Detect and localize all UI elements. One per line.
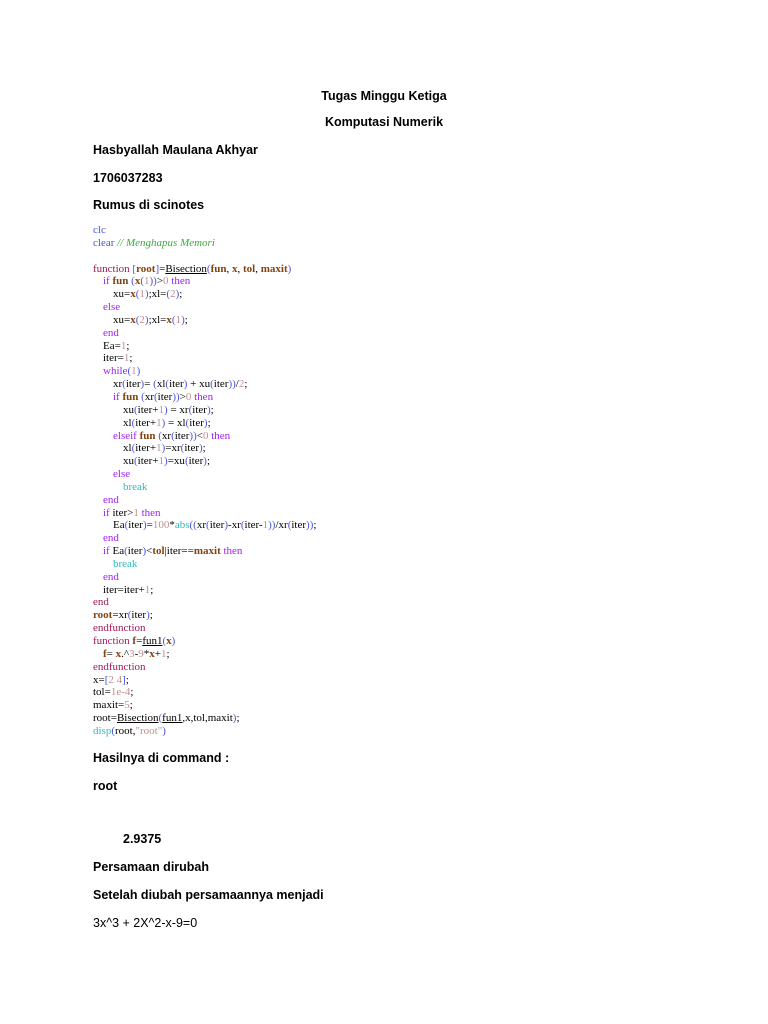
code-text: Ea <box>93 519 125 532</box>
code-number: 100 <box>152 519 170 532</box>
code-line <box>93 494 693 507</box>
code-bracket: ( <box>127 365 132 378</box>
code-line <box>93 507 693 520</box>
code-bracket: ) <box>161 416 166 429</box>
code-text: , <box>226 262 232 275</box>
code-number: 1 <box>156 416 162 429</box>
code-text: = <box>106 647 116 660</box>
course-title: Komputasi Numerik <box>324 115 444 129</box>
code-bracket: ( <box>206 519 210 532</box>
code-text: = <box>136 635 143 647</box>
code-text: + xu <box>187 378 211 391</box>
code-bracket: ) <box>171 635 176 647</box>
code-number: 1e-4 <box>110 686 131 699</box>
code-text: xu= <box>93 313 131 326</box>
code-bracket: ( <box>158 712 163 725</box>
code-bracket: ( <box>122 378 126 391</box>
code-text: iter> <box>109 506 134 519</box>
code-argument: x <box>149 647 155 660</box>
code-bracket: ) <box>142 519 147 532</box>
code-argument: fun <box>210 262 227 275</box>
code-bracket: ] <box>122 673 126 686</box>
code-number: 1 <box>131 365 137 378</box>
code-line <box>93 468 693 481</box>
code-text: iter+ <box>137 455 159 468</box>
code-function-keyword: function <box>93 635 130 647</box>
code-line <box>93 263 693 276</box>
code-argument: tol <box>242 262 256 275</box>
code-bracket: ( <box>127 609 132 622</box>
code-bracket: ) <box>199 442 203 455</box>
code-text: iter <box>209 519 225 532</box>
code-bracket: ( <box>188 403 193 416</box>
code-keyword: then <box>191 390 214 403</box>
code-builtin: abs <box>174 519 190 532</box>
code-line <box>93 622 693 635</box>
code-text: Ea= <box>93 339 121 352</box>
code-bracket: ( <box>155 429 162 442</box>
code-text: ; <box>149 609 153 622</box>
code-line <box>93 519 693 532</box>
code-keyword: then <box>138 506 161 519</box>
code-line <box>93 417 693 430</box>
code-bracket: )) <box>149 275 157 288</box>
code-text: , <box>255 262 261 275</box>
code-argument: tol <box>152 545 165 558</box>
code-line <box>93 365 693 378</box>
code-bracket: ( <box>240 519 245 532</box>
code-number: 2 <box>170 288 176 301</box>
code-line <box>93 558 693 571</box>
code-line <box>93 481 693 494</box>
student-id: 1706037283 <box>93 171 163 185</box>
code-line <box>93 609 693 622</box>
code-bracket: [ <box>129 262 137 275</box>
code-line <box>93 378 693 391</box>
code-text: = <box>144 378 154 391</box>
code-bracket: ) <box>162 724 166 737</box>
code-line <box>93 275 693 288</box>
code-text: =xr <box>165 442 181 455</box>
code-bracket: ( <box>162 635 167 647</box>
code-number: 1 <box>262 519 269 532</box>
code-bracket: )) <box>189 429 197 442</box>
code-text: xr <box>161 429 172 442</box>
code-text: xu <box>93 403 134 416</box>
code-bracket: ) <box>164 455 168 468</box>
code-text: ; <box>166 647 170 660</box>
code-function-keyword: function <box>93 262 130 275</box>
code-bracket: ) <box>144 288 149 301</box>
code-function-name: Bisection <box>165 262 207 275</box>
code-text: xl <box>156 378 166 391</box>
code-bracket: ) <box>203 416 208 429</box>
code-text: ; <box>126 339 130 352</box>
code-bracket: ( <box>171 429 175 442</box>
code-function-keyword: end <box>93 596 109 609</box>
code-text: = xl <box>165 416 186 429</box>
code-number: 1 <box>156 442 162 455</box>
code-builtin: break <box>93 480 148 493</box>
code-line <box>93 442 693 455</box>
code-text: xu <box>93 455 134 468</box>
code-argument: root <box>93 609 113 622</box>
code-bracket: ( <box>135 288 140 301</box>
code-line <box>93 571 693 584</box>
code-text: ;xl= <box>148 288 167 301</box>
code-text: ; <box>210 403 214 416</box>
code-argument: x <box>166 313 172 326</box>
code-text: < <box>196 429 203 442</box>
code-builtin: disp <box>93 724 112 737</box>
code-number: 2 <box>238 378 245 391</box>
code-bracket: ( <box>131 442 136 455</box>
code-text: = xr <box>167 403 189 416</box>
code-bracket: ( <box>166 288 171 301</box>
code-text: iter+ <box>135 442 157 455</box>
code-line <box>93 648 693 661</box>
code-bracket: ( <box>210 378 214 391</box>
code-line <box>93 674 693 687</box>
code-bracket: ( <box>138 390 145 403</box>
code-line <box>93 430 693 443</box>
code-text: ; <box>236 712 240 725</box>
result-heading: Hasilnya di command : <box>93 751 230 765</box>
code-line <box>93 352 693 365</box>
code-text: < <box>146 545 153 558</box>
code-number: 1 <box>120 339 127 352</box>
code-text: iter <box>127 545 143 558</box>
code-line <box>93 725 693 738</box>
code-bracket: ( <box>180 442 185 455</box>
code-keyword: end <box>93 532 119 545</box>
equation-intro: Setelah diubah persamaannya menjadi <box>93 888 324 902</box>
code-line <box>93 712 693 725</box>
code-keyword: if <box>93 506 110 519</box>
code-number: 1 <box>143 275 150 288</box>
code-text: , <box>237 262 243 275</box>
code-text: iter <box>213 378 229 391</box>
code-argument: fun <box>109 275 129 288</box>
code-keyword: elseif <box>93 429 137 442</box>
code-line <box>93 532 693 545</box>
code-argument: x <box>115 647 122 660</box>
code-bracket: ( <box>134 403 138 416</box>
code-bracket: ] <box>155 262 160 275</box>
code-text: root= <box>93 712 117 725</box>
code-bracket: ) <box>287 262 292 275</box>
code-bracket: ) <box>142 545 147 558</box>
result-variable: root <box>93 779 118 793</box>
code-text: xr <box>144 390 154 403</box>
code-line <box>93 314 693 327</box>
code-bracket: )) <box>228 378 236 391</box>
code-keyword: end <box>93 326 119 339</box>
code-text: ; <box>150 583 154 596</box>
code-bracket: ( <box>171 313 176 326</box>
code-text: = <box>159 262 166 275</box>
code-number: 1 <box>175 313 182 326</box>
code-bracket: ( <box>111 724 116 737</box>
code-keyword: then <box>220 545 243 558</box>
code-line <box>93 545 693 558</box>
code-keyword: else <box>93 301 121 314</box>
code-text: .^ <box>121 647 130 660</box>
code-command: clc <box>93 224 106 236</box>
code-argument: f <box>129 635 137 647</box>
code-text: =xu <box>167 455 185 468</box>
code-bracket: ( <box>153 378 157 391</box>
code-text: + <box>154 647 161 660</box>
code-line <box>93 288 693 301</box>
code-bracket: ( <box>165 378 170 391</box>
code-text: |iter== <box>164 545 194 558</box>
code-text: iter <box>157 390 173 403</box>
code-line <box>93 686 693 699</box>
code-argument: x <box>130 288 136 301</box>
code-bracket: ) <box>161 442 166 455</box>
code-number: 5 <box>124 699 130 712</box>
code-bracket: )) <box>268 519 276 532</box>
code-number: 0 <box>163 275 169 288</box>
code-text: ; <box>130 686 134 699</box>
code-text: iter <box>128 519 143 532</box>
code-text: iter <box>189 416 204 429</box>
code-number: 0 <box>202 429 209 442</box>
code-line <box>93 661 693 674</box>
code-keyword: while <box>93 365 128 378</box>
code-text: iter- <box>244 519 263 532</box>
code-text: ; <box>129 352 133 365</box>
code-keyword: if <box>93 275 110 288</box>
code-line <box>93 584 693 597</box>
code-text: iter <box>169 378 184 391</box>
code-line <box>93 250 693 263</box>
code-line <box>93 455 693 468</box>
code-text: =xr <box>112 609 128 622</box>
code-text: ; <box>184 313 188 326</box>
code-text: xr <box>196 519 207 532</box>
code-argument: root <box>136 262 156 275</box>
code-text: ; <box>244 378 248 391</box>
code-line <box>93 237 693 250</box>
code-argument: f <box>93 647 107 660</box>
code-bracket: ) <box>203 455 207 468</box>
code-bracket: ( <box>134 455 138 468</box>
code-function-keyword: endfunction <box>93 622 146 635</box>
code-keyword: else <box>93 468 131 481</box>
code-bracket: )) <box>306 519 314 532</box>
author-name: Hasbyallah Maulana Akhyar <box>93 143 258 157</box>
code-text: xl <box>93 442 132 455</box>
code-bracket: ( <box>131 416 136 429</box>
code-number: 9 <box>138 647 144 660</box>
code-line <box>93 391 693 404</box>
code-text: * <box>169 519 175 532</box>
code-bracket: ) <box>224 519 229 532</box>
code-number: 3 <box>129 647 135 660</box>
code-number: 2 <box>139 313 145 326</box>
code-bracket: ) <box>164 403 168 416</box>
code-number: 1 <box>139 288 145 301</box>
code-argument: maxit <box>260 262 288 275</box>
code-text: iter <box>291 519 307 532</box>
code-text: iter+ <box>135 416 157 429</box>
code-text: ,x,tol,maxit <box>182 712 233 725</box>
document-title: Tugas Minggu Ketiga <box>321 89 447 103</box>
code-text: xr <box>93 378 123 391</box>
code-function-name: fun1 <box>142 635 163 647</box>
code-text: /xr <box>275 519 288 532</box>
code-text: iter= <box>93 352 124 365</box>
code-bracket: ) <box>140 378 145 391</box>
code-bracket: ( <box>287 519 292 532</box>
code-text: ; <box>313 519 317 532</box>
code-line <box>93 224 693 237</box>
code-number: 2 4 <box>108 673 123 686</box>
code-text: x= <box>93 673 105 686</box>
code-bracket: ( <box>185 416 190 429</box>
code-text: iter+ <box>137 403 159 416</box>
code-bracket: ) <box>206 403 211 416</box>
code-text: maxit= <box>93 699 125 712</box>
code-text: / <box>235 378 239 391</box>
code-argument: x <box>231 262 238 275</box>
code-text: iter <box>192 403 207 416</box>
code-bracket: ) <box>183 378 188 391</box>
code-text: ; <box>207 416 211 429</box>
code-text: * <box>143 647 150 660</box>
code-bracket: ( <box>124 545 128 558</box>
result-value: 2.9375 <box>123 832 162 846</box>
code-command: clear <box>93 236 115 249</box>
code-argument: x <box>134 275 141 288</box>
formula-heading: Rumus di scinotes <box>93 198 205 212</box>
code-comment: // Menghapus Memori <box>114 236 215 249</box>
code-line <box>93 301 693 314</box>
code-text: ; <box>202 442 206 455</box>
code-bracket: ( <box>140 275 144 288</box>
code-argument: fun <box>136 429 156 442</box>
code-line <box>93 596 693 609</box>
equation-heading: Persamaan dirubah <box>93 860 210 874</box>
code-function-keyword: endfunction <box>93 660 146 673</box>
code-string: "root" <box>135 724 163 737</box>
code-bracket: ) <box>175 288 180 301</box>
code-function-name: fun1 <box>162 712 183 725</box>
code-text: xu= <box>93 288 131 301</box>
code-text: tol= <box>93 686 111 699</box>
code-number: 0 <box>185 390 192 403</box>
code-text: = <box>146 519 153 532</box>
code-bracket: ) <box>181 313 185 326</box>
code-text: root, <box>115 724 136 737</box>
code-text: iter <box>125 378 141 391</box>
code-bracket: )) <box>172 390 180 403</box>
code-text: xl <box>93 416 132 429</box>
code-argument: x <box>166 635 172 647</box>
code-bracket: ( <box>206 262 211 275</box>
code-bracket: ( <box>184 455 189 468</box>
code-number: 1 <box>133 506 139 519</box>
code-keyword: end <box>93 493 119 506</box>
code-argument: x <box>130 313 136 326</box>
code-bracket: (( <box>189 519 197 532</box>
code-bracket: ) <box>136 365 141 378</box>
code-line <box>93 340 693 353</box>
code-text: iter <box>188 455 204 468</box>
code-text: ;xl= <box>148 313 167 326</box>
code-bracket: ) <box>144 313 149 326</box>
code-text: iter <box>174 429 190 442</box>
code-text: ; <box>206 455 211 468</box>
code-number: 1 <box>158 455 165 468</box>
code-text: ; <box>179 288 183 301</box>
code-keyword: if <box>93 390 120 403</box>
code-bracket: ) <box>146 609 150 622</box>
code-bracket: [ <box>104 673 109 686</box>
code-bracket: ( <box>153 390 158 403</box>
code-line <box>93 635 693 648</box>
code-text: -xr <box>228 519 241 532</box>
code-text: > <box>156 275 164 288</box>
code-keyword: if <box>93 545 110 558</box>
code-number: 1 <box>123 352 130 365</box>
code-bracket: ) <box>232 712 237 725</box>
code-line <box>93 327 693 340</box>
code-bracket: ( <box>128 275 135 288</box>
code-keyword: then <box>168 275 191 288</box>
code-text: > <box>179 390 186 403</box>
code-text: - <box>134 647 139 660</box>
code-bracket: ( <box>135 313 140 326</box>
code-text: iter=iter+ <box>93 583 145 596</box>
code-text: iter <box>131 609 147 622</box>
code-builtin: break <box>93 557 138 570</box>
code-keyword: then <box>208 429 231 442</box>
code-number: 1 <box>158 403 165 416</box>
code-argument: maxit <box>193 545 221 558</box>
code-line <box>93 404 693 417</box>
code-block <box>93 224 693 738</box>
code-bracket: ( <box>124 519 129 532</box>
code-argument: fun <box>119 390 139 403</box>
code-keyword: end <box>93 570 119 583</box>
code-text: iter <box>184 442 199 455</box>
code-line <box>93 699 693 712</box>
code-number: 1 <box>144 583 151 596</box>
code-text: ; <box>125 673 129 686</box>
code-text: Ea <box>109 545 125 558</box>
equation: 3x^3 + 2X^2-x-9=0 <box>93 916 198 930</box>
code-text: ; <box>129 699 133 712</box>
code-number: 1 <box>160 647 167 660</box>
code-function-name: Bisection <box>116 712 159 725</box>
